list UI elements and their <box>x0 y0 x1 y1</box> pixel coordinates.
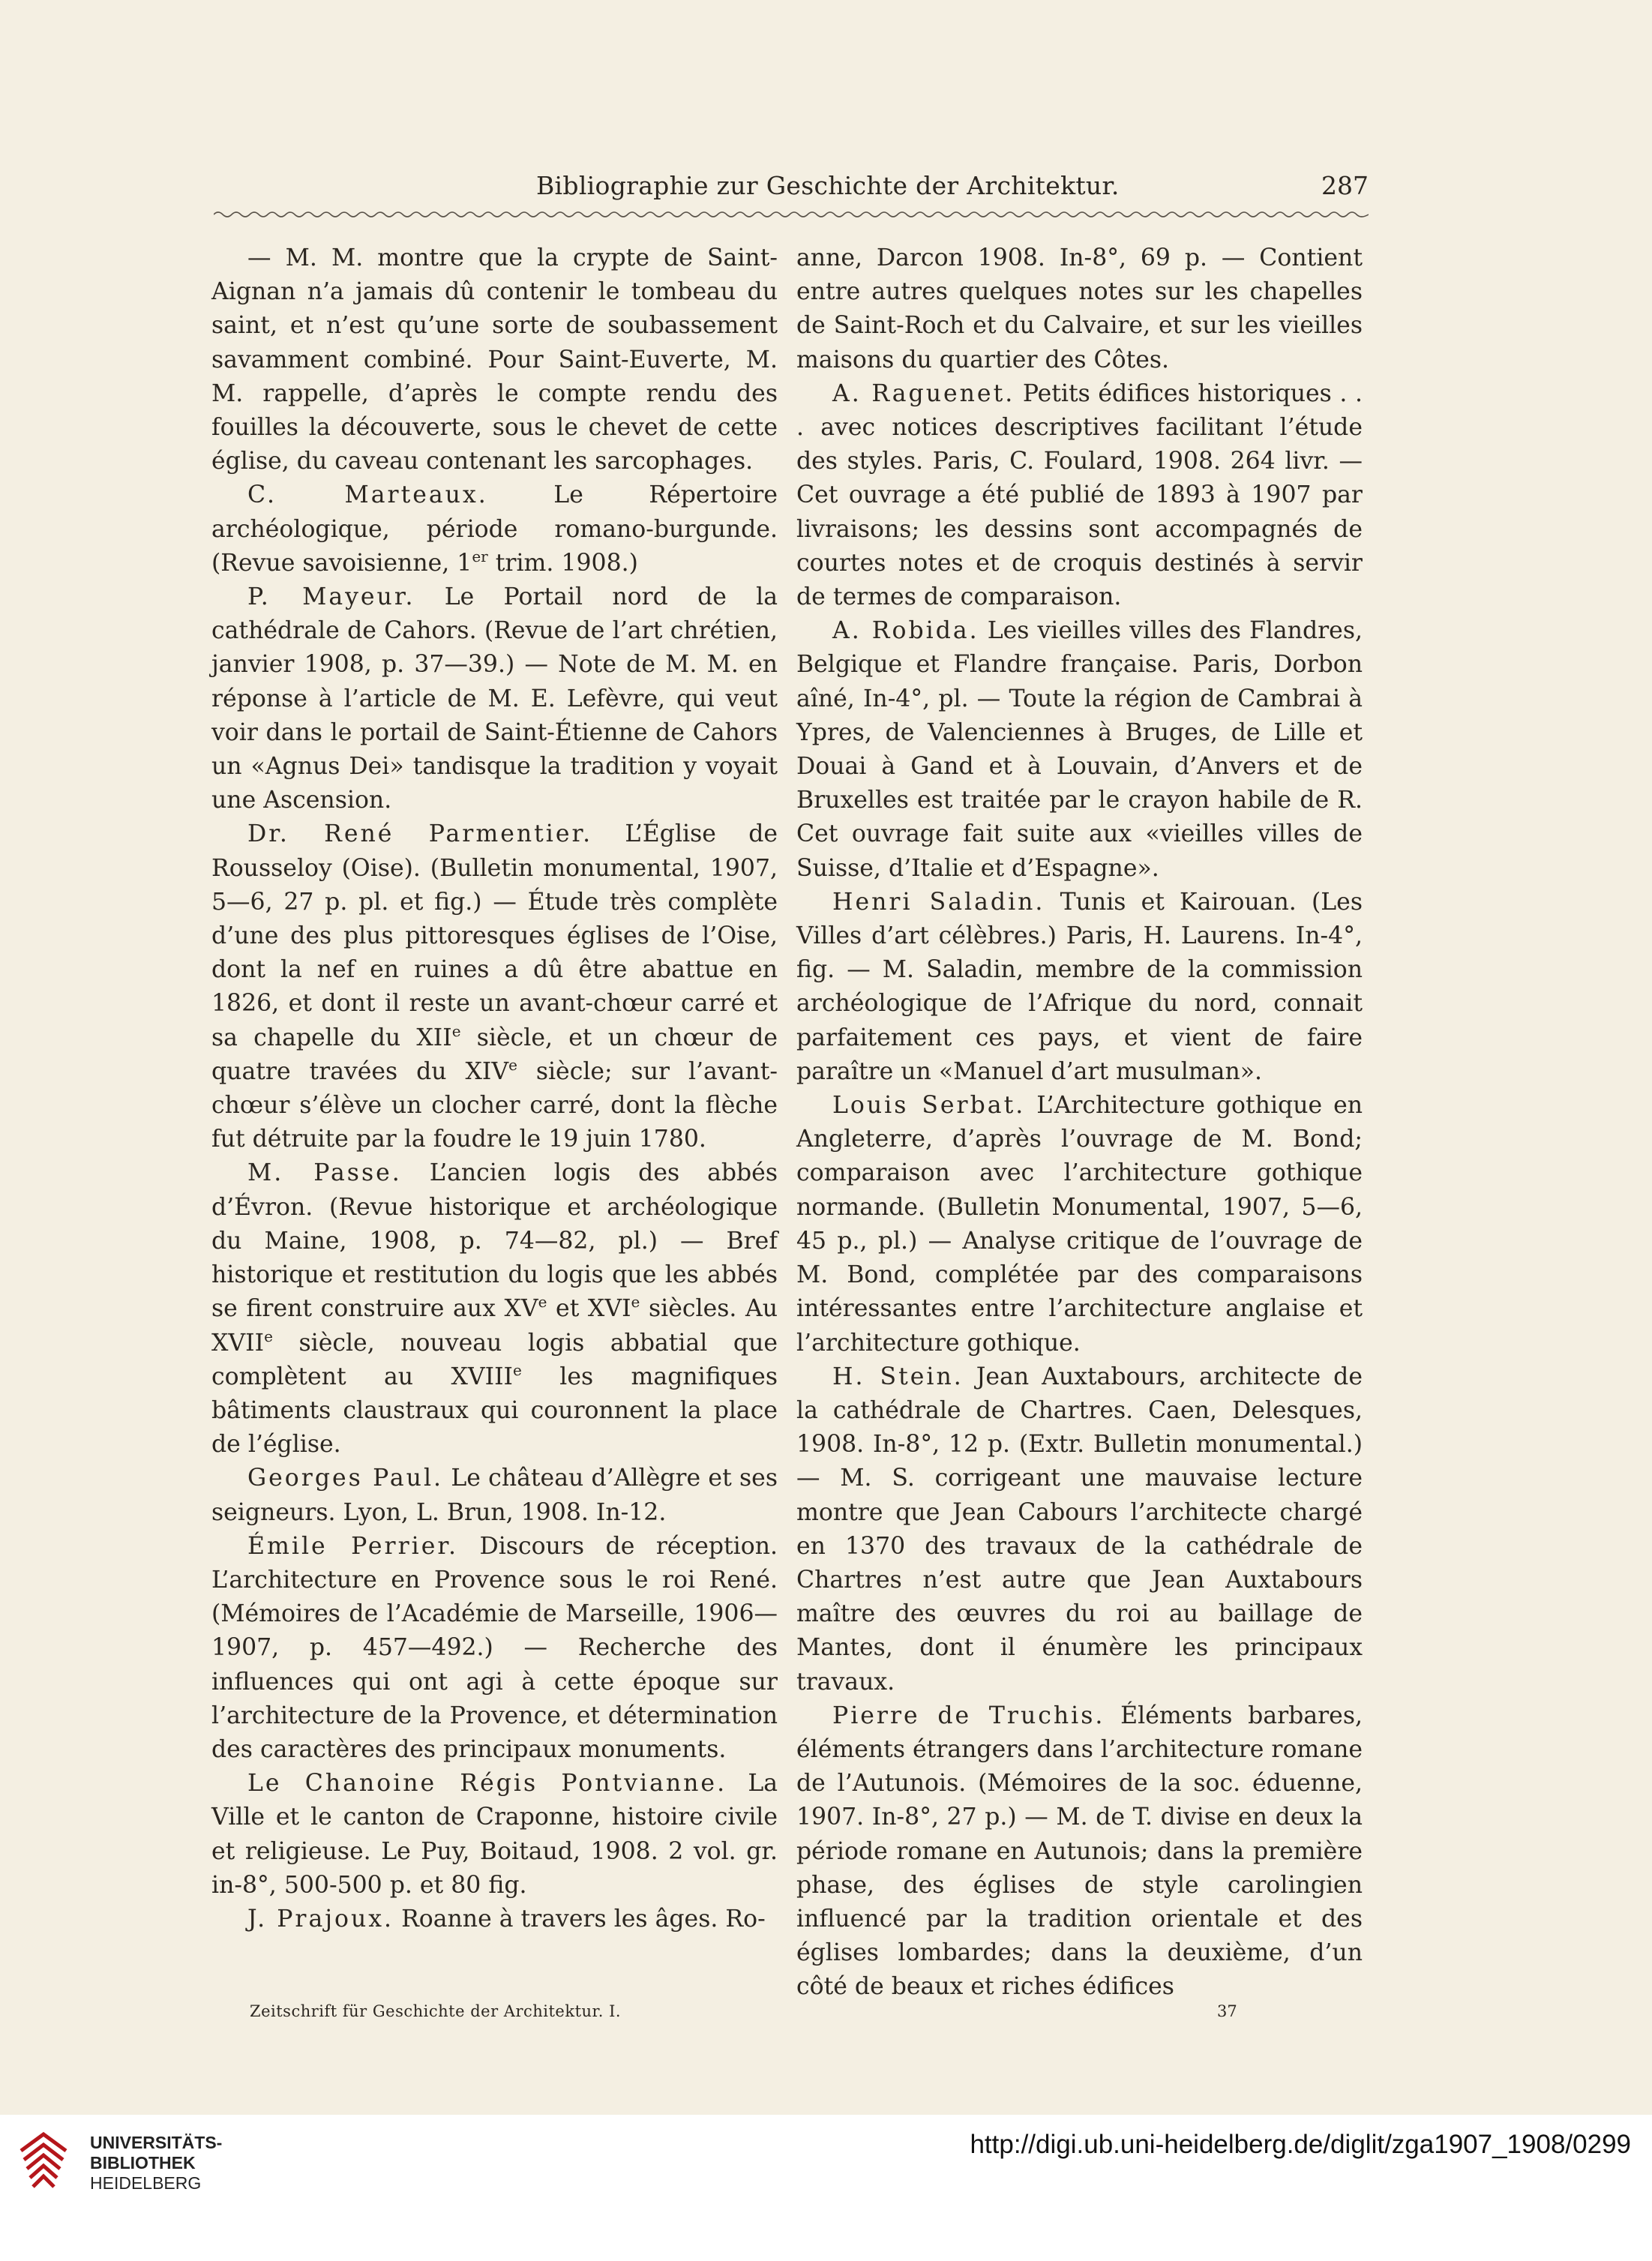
superscript: e <box>508 1055 517 1074</box>
entry-author: Pierre de Truchis. <box>832 1702 1105 1729</box>
entry-text: Petits édifices historiques . . . avec notices descriptives facilitant l’étude des styles. Paris, C. Foulard, 1908. 264 livr. — Cet ouvrage a été publié de 1893 à 1907 par livraisons; les dessins sont accompagnés de courtes notes et de croquis destinés à servir de termes de comparaison. <box>796 379 1363 611</box>
entry-text: Le Portail nord de la cathédrale de Cahors. (Revue de l’art chrétien, janvier 1908, p. 37—39.) — Note de M. M. en réponse à l’article de M. E. Lefèvre, qui veut voir dans le portail de Saint-Étienne de Cahors un «Agnus Dei» tandisque la tradition y voyait une Ascension. <box>211 583 778 814</box>
entry-text: Roanne à travers les âges. Ro- <box>401 1905 766 1933</box>
entry-text: Le château d’Allègre et ses seigneurs. Lyon, L. Brun, 1908. In-12. <box>211 1465 778 1526</box>
entry-text: Discours de réception. L’architecture en Provence sous le roi René. (Mémoires de l’Académie de Marseille, 1906—1907, p. 457—492.) — Recherche des influences qui ont agi à cette époque sur l’architecture de la Provence, et détermination des caractères des principaux monuments. <box>211 1532 778 1763</box>
library-name-line: UNIVERSITÄTS- <box>90 2133 223 2152</box>
entry-prajoux <box>211 1903 778 1936</box>
entry-author: A. Raguenet. <box>832 379 1015 407</box>
entry-continued <box>211 241 778 478</box>
library-name-line: HEIDELBERG <box>90 2173 202 2193</box>
library-name-line: BIBLIOTHEK <box>90 2153 196 2173</box>
entry-author: A. Robida. <box>832 617 979 645</box>
page-header <box>214 171 1369 208</box>
footer-signature-mark: 37 <box>1217 2002 1237 2020</box>
entry-author: M. Passe. <box>247 1159 402 1187</box>
entry-author: Louis Serbat. <box>832 1092 1026 1120</box>
entry-author: Georges Paul. <box>247 1465 444 1492</box>
footer-journal-title: Zeitschrift für Geschichte der Architektur. I. <box>250 2002 622 2020</box>
superscript: e <box>264 1327 273 1345</box>
entry-paul <box>211 1462 778 1529</box>
entry-text: Le Répertoire archéologique, période romano-burgunde. (Revue savoisienne, 1 <box>211 481 778 577</box>
entry-pontvianne <box>211 1767 778 1903</box>
entry-author: C. Marteaux. <box>247 481 488 509</box>
entry-robida <box>796 614 1363 886</box>
right-column <box>796 241 1363 2005</box>
entry-text: La Ville et le canton de Craponne, histoire civile et religieuse. Le Puy, Boitaud, 1908. 2 vol. gr. in-8°, 500-500 p. et 80 fig. <box>211 1770 778 1899</box>
entry-text: Jean Auxtabours, architecte de la cathédrale de Chartres. Caen, Delesques, 1908. In-8°, 12 p. (Extr. Bulletin monumental.) — M. S. corrigeant une mauvaise lecture montre que Jean Cabours l’architecte chargé en 1370 des travaux de la cathédrale de Chartres n’est autre que Jean Auxtabours maître des œuvres du roi au baillage de Mantes, dont il énumère les principaux travaux. <box>796 1363 1363 1696</box>
entry-text: trim. 1908.) <box>487 549 638 577</box>
entry-mayeur <box>211 580 778 817</box>
library-footer-bar <box>0 2115 1652 2261</box>
entry-text: anne, Darcon 1908. In-8°, 69 p. — Contient entre autres quelques notes sur les chapelles de Saint-Roch et du Calvaire, et sur les vieilles maisons du quartier des Côtes. <box>796 244 1363 373</box>
superscript: e <box>513 1360 522 1379</box>
page-number: 287 <box>1321 171 1369 200</box>
entry-text: les magnifiques bâtiments claustraux qui couronnent la place de l’église. <box>211 1363 778 1459</box>
entry-passe <box>211 1156 778 1462</box>
entry-text: siècle; sur l’avant-chœur s’élève un clocher carré, dont la flèche fut détruite par la foudre le 19 juin 1780. <box>211 1057 778 1153</box>
entry-text: Éléments barbares, éléments étrangers dans l’architecture romane de l’Autunois. (Mémoires de la soc. éduenne, 1907. In-8°, 27 p.) — M. de T. divise en deux la période romane en Autunois; dans la première phase, des églises de style carolingien influencé par la tradition orientale et des églises lombardes; dans la deuxième, d’un côté de beaux et riches édifices <box>796 1702 1363 2001</box>
entry-text: et XVI <box>547 1295 631 1323</box>
entry-author: Émile Perrier. <box>247 1532 458 1560</box>
entry-saladin <box>796 886 1363 1089</box>
running-title: Bibliographie zur Geschichte der Architektur. <box>536 171 1120 200</box>
library-name <box>90 2133 222 2194</box>
entry-parmentier <box>211 817 778 1156</box>
superscript: er <box>472 547 488 565</box>
entry-text: Les vieilles villes des Flandres, Belgique et Flandre française. Paris, Dorbon aîné, In-4°, pl. — Toute la région de Cambrai à Ypres, de Valenciennes à Bruges, de Lille et Douai à Gand et à Louvain, d’Anvers et de Bruxelles est traitée par le crayon habile de R. Cet ouvrage fait suite aux «vieilles villes de Suisse, d’Italie et d’Espagne». <box>796 617 1363 882</box>
entry-text: siècle, nouveau logis abbatial que complètent au XVIII <box>211 1329 778 1390</box>
left-column <box>211 241 778 1936</box>
wavy-rule-divider <box>214 208 1369 220</box>
entry-text: L’Église de Rousseloy (Oise). (Bulletin monumental, 1907, 5—6, 27 p. pl. et fig.) — Étude très complète d’une des plus pittoresques églises de l’Oise, dont la nef en ruines a dû être abattue en 1826, et dont il reste un avant-chœur carré et sa chapelle du XII <box>211 820 778 1051</box>
entry-author: Dr. René Parmentier. <box>247 820 593 848</box>
entry-text: L’ancien logis des abbés d’Évron. (Revue historique et archéologique du Maine, 1908, p. 74—82, pl.) — Bref historique et restitution du logis que les abbés se firent construire aux XV <box>211 1159 778 1323</box>
entry-perrier <box>211 1530 778 1767</box>
superscript: e <box>631 1293 640 1312</box>
entry-text: — M. M. montre que la crypte de Saint-Aignan n’a jamais dû contenir le tombeau du saint, et n’est qu’une sorte de soubassement savamment combiné. Pour Saint-Euverte, M. M. rappelle, d’après le compte rendu des fouilles la découverte, sous le chevet de cette église, du caveau contenant les sarcophages. <box>211 244 778 475</box>
entry-text: L’Architecture gothique en Angleterre, d’après l’ouvrage de M. Bond; comparaison avec l’architecture gothique normande. (Bulletin Monumental, 1907, 5—6, 45 p., pl.) — Analyse critique de l’ouvrage de M. Bond, complétée par des comparaisons intéressantes entre l’architecture anglaise et l’architecture gothique. <box>796 1092 1363 1357</box>
superscript: e <box>538 1293 547 1312</box>
document-url[interactable]: http://digi.ub.uni-heidelberg.de/diglit/zga1907_1908/0299 <box>970 2130 1631 2159</box>
entry-serbat <box>796 1089 1363 1360</box>
superscript: e <box>451 1021 461 1040</box>
entry-stein <box>796 1360 1363 1699</box>
entry-author: J. Prajoux. <box>247 1905 394 1933</box>
entry-author: P. Mayeur. <box>247 583 415 611</box>
entry-raguenet <box>796 377 1363 614</box>
entry-text: Tunis et Kairouan. (Les Villes d’art célèbres.) Paris, H. Laurens. In-4°, fig. — M. Saladin, membre de la commission archéologique de l’Afrique du nord, connait parfaitement ces pays, et vient de faire paraître un «Manuel d’art musulman». <box>796 888 1363 1085</box>
entry-author: Henri Saladin. <box>832 888 1045 916</box>
entry-continued <box>796 241 1363 377</box>
entry-author: H. Stein. <box>832 1363 964 1390</box>
entry-text: siècles. Au XVII <box>211 1295 778 1357</box>
entry-author: Le Chanoine Régis Pontvianne. <box>247 1770 727 1798</box>
entry-truchis <box>796 1699 1363 2005</box>
library-logo-icon <box>13 2128 73 2200</box>
entry-marteaux <box>211 478 778 580</box>
entry-text: siècle, et un chœur de quatre travées du XIV <box>211 1024 778 1085</box>
